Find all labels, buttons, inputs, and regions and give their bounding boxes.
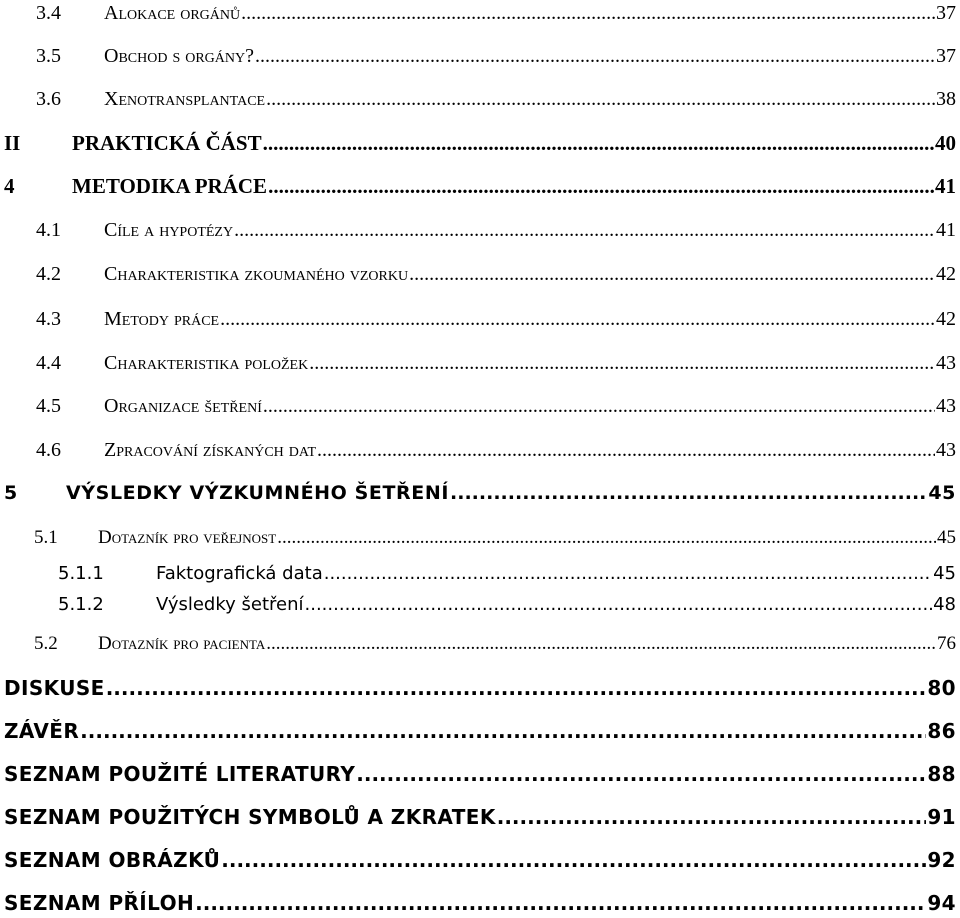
toc-entry <box>0 719 956 743</box>
toc-dot-leader <box>80 719 926 743</box>
toc-entry-title: PRAKTICKÁ ČÁST <box>72 131 262 155</box>
toc-entry-page: 40 <box>935 131 956 155</box>
toc-entry-number: 4.6 <box>36 439 61 461</box>
toc-entry <box>0 482 956 504</box>
toc-entry-number: 3.4 <box>36 2 61 24</box>
toc-dot-leader <box>497 805 927 829</box>
toc-entry <box>0 527 956 549</box>
toc-entry <box>0 131 956 156</box>
toc-entry-title: SEZNAM POUŽITÉ LITERATURY <box>4 762 356 786</box>
toc-entry <box>0 594 956 615</box>
toc-dot-leader <box>305 594 933 615</box>
toc-entry-title: Organizace šetření <box>104 395 262 417</box>
toc-entry-title: METODIKA PRÁCE <box>72 174 268 198</box>
toc-entry-page: 86 <box>927 719 956 743</box>
toc-entry <box>0 563 956 584</box>
toc-entry-page: 88 <box>927 762 956 786</box>
toc-dot-leader <box>255 45 935 68</box>
toc-entry <box>0 395 956 418</box>
toc-entry-page: 76 <box>937 633 956 654</box>
toc-entry-page: 42 <box>936 308 956 330</box>
toc-entry-page: 94 <box>927 891 956 915</box>
toc-entry-page: 43 <box>936 439 956 461</box>
toc-entry-title: SEZNAM PŘÍLOH <box>4 891 195 915</box>
toc-entry-title: Obchod s orgány? <box>104 45 255 67</box>
toc-entry-page: 41 <box>935 174 956 198</box>
toc-entry-title: SEZNAM POUŽITÝCH SYMBOLŮ A ZKRATEK <box>4 805 496 829</box>
toc-dot-leader <box>221 848 926 872</box>
toc-entry-title: Dotazník pro pacienta <box>98 633 266 654</box>
toc-dot-leader <box>409 263 935 286</box>
toc-dot-leader <box>263 395 935 418</box>
toc-entry-title: Zpracování získaných dat <box>104 439 317 461</box>
toc-entry-title: Faktografická data <box>156 563 323 584</box>
toc-dot-leader <box>241 2 935 25</box>
toc-entry-page: 48 <box>933 594 956 615</box>
toc-entry-page: 45 <box>937 527 956 548</box>
toc-entry <box>0 762 956 786</box>
toc-entry-number: 5.2 <box>34 633 58 654</box>
toc-entry-number: 5 <box>4 482 18 504</box>
toc-entry-page: 37 <box>936 45 956 67</box>
toc-entry-page: 45 <box>933 563 956 584</box>
toc-entry-number: 4.4 <box>36 352 61 374</box>
toc-entry-title: Xenotransplantace <box>104 88 266 110</box>
toc-entry <box>0 891 956 915</box>
toc-entry-number: 4.1 <box>36 219 61 241</box>
toc-entry-number: 4.5 <box>36 395 61 417</box>
toc-entry <box>0 352 956 375</box>
toc-dot-leader <box>356 762 926 786</box>
toc-entry-title: VÝSLEDKY VÝZKUMNÉHO ŠETŘENÍ <box>66 482 450 504</box>
toc-entry-number: 5.1.2 <box>58 594 104 615</box>
toc-entry <box>0 263 956 286</box>
toc-entry-title: Metody práce <box>104 308 220 330</box>
toc-entry-title: Charakteristika položek <box>104 352 309 374</box>
toc-entry-title: Dotazník pro veřejnost <box>98 527 277 548</box>
toc-dot-leader <box>268 174 934 199</box>
toc-entry-number: 3.5 <box>36 45 61 67</box>
toc-dot-leader <box>195 891 926 915</box>
toc-entry <box>0 848 956 872</box>
toc-dot-leader <box>106 676 927 700</box>
toc-dot-leader <box>317 439 935 462</box>
toc-entry <box>0 439 956 462</box>
toc-entry-page: 42 <box>936 263 956 285</box>
toc-entry-page: 92 <box>927 848 956 872</box>
toc-dot-leader <box>324 563 932 584</box>
toc-entry-number: 3.6 <box>36 88 61 110</box>
toc-entry-title: Charakteristika zkoumaného vzorku <box>104 263 409 285</box>
toc-entry-number: 4 <box>4 174 15 198</box>
toc-entry-page: 43 <box>936 395 956 417</box>
toc-entry-page: 38 <box>936 88 956 110</box>
toc-entry-page: 91 <box>927 805 956 829</box>
toc-entry-title: ZÁVĚR <box>4 719 80 743</box>
toc-entry <box>0 676 956 700</box>
toc-entry-number: 4.2 <box>36 263 61 285</box>
toc-entry <box>0 219 956 242</box>
toc-dot-leader <box>277 527 936 549</box>
toc-entry-page: 80 <box>927 676 956 700</box>
toc-entry-page: 43 <box>936 352 956 374</box>
toc-entry-title: Alokace orgánů <box>104 2 241 24</box>
toc-dot-leader <box>450 482 927 504</box>
toc-dot-leader <box>266 633 936 655</box>
toc-entry-page: 41 <box>936 219 956 241</box>
toc-dot-leader <box>263 131 934 156</box>
toc-entry-number: 5.1.1 <box>58 563 104 584</box>
toc-entry <box>0 2 956 25</box>
toc-entry-page: 45 <box>928 482 956 504</box>
toc-entry-title: DISKUSE <box>4 676 105 700</box>
toc-dot-leader <box>220 308 935 331</box>
toc-dot-leader <box>234 219 935 242</box>
toc-entry <box>0 174 956 199</box>
toc-dot-leader <box>309 352 935 375</box>
toc-entry <box>0 633 956 655</box>
toc-entry-number: 5.1 <box>34 527 58 548</box>
toc-entry <box>0 805 956 829</box>
toc-dot-leader <box>266 88 935 111</box>
toc-entry-number: II <box>4 131 21 155</box>
toc-entry-title: SEZNAM OBRÁZKŮ <box>4 848 221 872</box>
toc-entry <box>0 45 956 68</box>
toc-entry-title: Výsledky šetření <box>156 594 304 615</box>
toc-entry-title: Cíle a hypotézy <box>104 219 234 241</box>
toc-entry <box>0 88 956 111</box>
toc-entry-page: 37 <box>936 2 956 24</box>
toc-entry <box>0 308 956 331</box>
toc-entry-number: 4.3 <box>36 308 61 330</box>
